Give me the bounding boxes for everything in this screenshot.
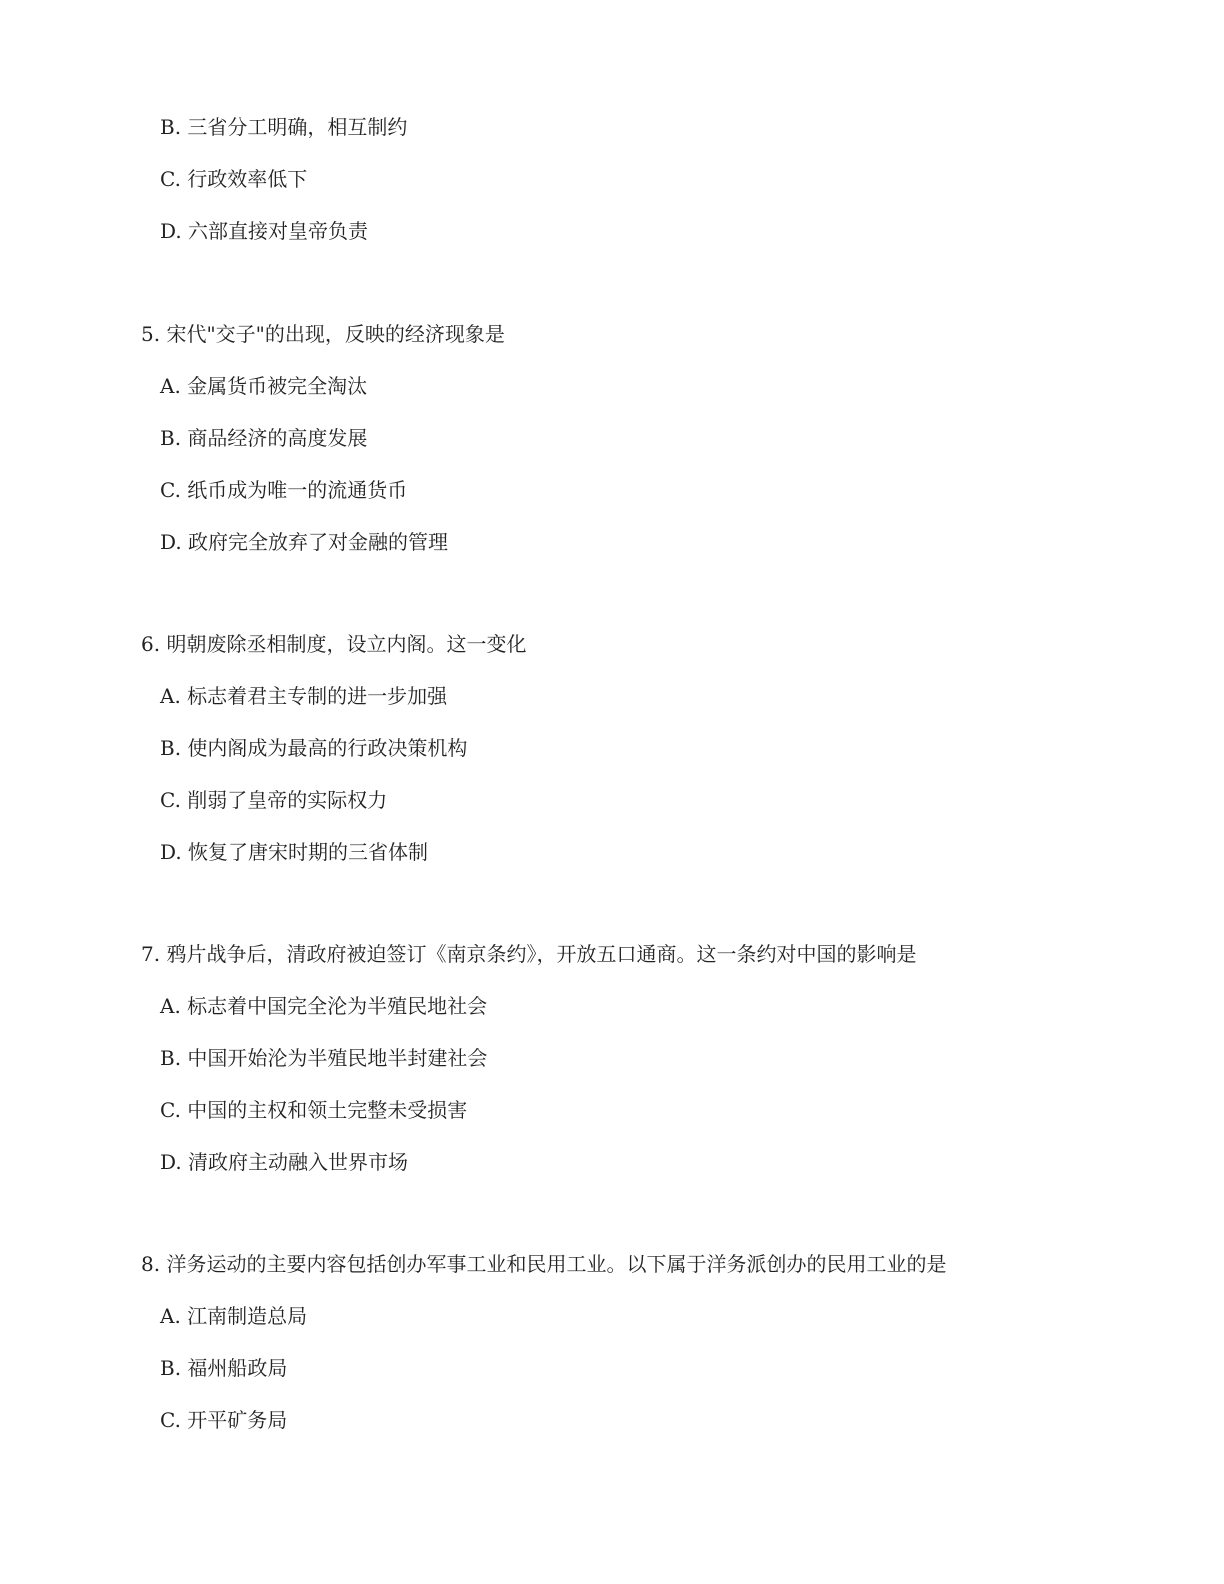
option-a[interactable]: A. 金属货币被完全淘汰	[160, 374, 368, 398]
option-c[interactable]: C. 中国的主权和领土完整未受损害	[160, 1098, 468, 1122]
option-c[interactable]: C. 开平矿务局	[160, 1408, 288, 1432]
option-d[interactable]: D. 六部直接对皇帝负责	[160, 219, 369, 243]
option-b[interactable]: B. 三省分工明确，相互制约	[160, 115, 408, 139]
option-d[interactable]: D. 政府完全放弃了对金融的管理	[160, 530, 449, 554]
option-b[interactable]: B. 使内阁成为最高的行政决策机构	[160, 736, 468, 760]
question-stem: 8. 洋务运动的主要内容包括创办军事工业和民用工业。以下属于洋务派创办的民用工业的是	[141, 1252, 947, 1276]
option-a[interactable]: A. 江南制造总局	[160, 1304, 308, 1328]
question-stem: 5. 宋代"交子"的出现，反映的经济现象是	[141, 322, 505, 346]
option-a[interactable]: A. 标志着君主专制的进一步加强	[160, 684, 448, 708]
option-c[interactable]: C. 行政效率低下	[160, 167, 308, 191]
option-b[interactable]: B. 中国开始沦为半殖民地半封建社会	[160, 1046, 488, 1070]
option-c[interactable]: C. 纸币成为唯一的流通货币	[160, 478, 408, 502]
option-a[interactable]: A. 标志着中国完全沦为半殖民地社会	[160, 994, 488, 1018]
option-b[interactable]: B. 商品经济的高度发展	[160, 426, 368, 450]
question-stem: 6. 明朝废除丞相制度，设立内阁。这一变化	[141, 632, 527, 656]
option-c[interactable]: C. 削弱了皇帝的实际权力	[160, 788, 388, 812]
question-stem: 7. 鸦片战争后，清政府被迫签订《南京条约》，开放五口通商。这一条约对中国的影响是	[141, 942, 917, 966]
option-d[interactable]: D. 恢复了唐宋时期的三省体制	[160, 840, 429, 864]
option-d[interactable]: D. 清政府主动融入世界市场	[160, 1150, 409, 1174]
option-b[interactable]: B. 福州船政局	[160, 1356, 288, 1380]
